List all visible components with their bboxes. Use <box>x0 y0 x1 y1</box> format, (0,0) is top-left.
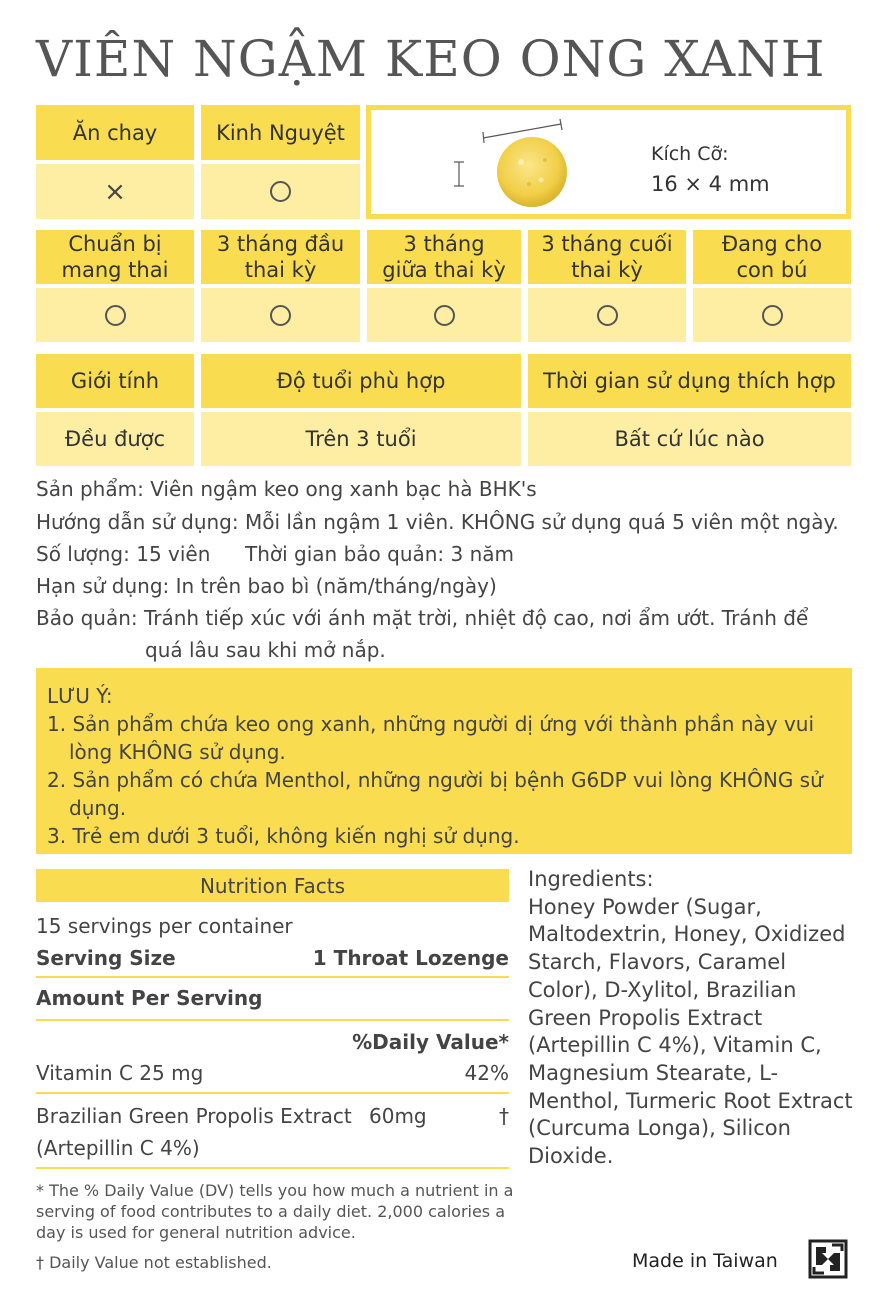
circle-mark <box>270 305 291 326</box>
circle-mark <box>762 305 783 326</box>
circle-mark <box>597 305 618 326</box>
nutrition-facts-header: Nutrition Facts <box>36 869 509 902</box>
propolis-dagger: † <box>499 1104 509 1128</box>
value-age: Trên 3 tuổi <box>201 412 521 466</box>
vitamin-c-value: 42% <box>464 1061 509 1085</box>
value-menstruation <box>201 164 360 219</box>
header-third-trimester: 3 tháng cuối thai kỳ <box>528 230 686 284</box>
lozenge-image <box>371 110 846 214</box>
header-vegetarian <box>36 105 194 160</box>
cross-mark: × <box>104 176 126 207</box>
header-label: Kinh Nguyệt <box>216 120 345 145</box>
header-second-trimester: 3 tháng giữa thai kỳ <box>367 230 521 284</box>
propolis-amount: 60mg <box>369 1104 427 1128</box>
divider <box>36 1019 509 1021</box>
note-item: 1. Sản phẩm chứa keo ong xanh, những người dị ứng với thành phần này vui lòng KHÔNG sử dụng. <box>47 712 815 764</box>
serving-size-label: Serving Size <box>36 946 176 970</box>
header-usage-time: Thời gian sử dụng thích hợp <box>528 354 851 408</box>
daily-value-footnote: * The % Daily Value (DV) tells you how much a nutrient in a serving of food contributes to a daily diet. 2,000 calories a day is used for general nutrition advice. <box>36 1181 514 1242</box>
recycle-icon <box>808 1239 848 1279</box>
amount-per-serving: Amount Per Serving <box>36 986 263 1010</box>
serving-size-value: 1 Throat Lozenge <box>312 946 509 970</box>
circle-mark <box>105 305 126 326</box>
value-second-trimester <box>367 288 521 342</box>
header-breastfeeding: Đang cho con bú <box>693 230 851 284</box>
value-third-trimester <box>528 288 686 342</box>
info-product: Sản phẩm: Viên ngậm keo ong xanh bạc hà BHK's <box>36 477 537 501</box>
ingredients <box>528 866 858 1171</box>
divider <box>36 976 509 978</box>
value-preparing-pregnancy <box>36 288 194 342</box>
header-menstruation <box>201 105 360 160</box>
note-heading: LƯU Ý: <box>47 684 113 708</box>
circle-mark <box>270 181 291 202</box>
ingredients-text: Honey Powder (Sugar, Maltodextrin, Honey, Oxidized Starch, Flavors, Caramel Color), D-Xylitol, Brazilian Green Propolis Extract (Artepillin C 4%), Vitamin C, Magnesium Stearate, L-Menthol, Turmeric Root Extract (Curcuma Longa), Silicon Dioxide. <box>528 894 853 1169</box>
info-usage: Hướng dẫn sử dụng: Mỗi lần ngậm 1 viên. KHÔNG sử dụng quá 5 viên một ngày. <box>36 510 839 534</box>
warning-note <box>36 668 852 854</box>
dagger-footnote: † Daily Value not established. <box>36 1253 272 1272</box>
circle-mark <box>434 305 455 326</box>
note-item: 2. Sản phẩm có chứa Menthol, những người bị bệnh G6DP vui lòng KHÔNG sử dụng. <box>47 768 823 820</box>
info-storage-time: Thời gian bảo quản: 3 năm <box>245 542 515 566</box>
divider <box>36 1092 509 1094</box>
info-preserve-cont: quá lâu sau khi mở nắp. <box>145 638 386 662</box>
value-gender: Đều được <box>36 412 194 466</box>
value-vegetarian <box>36 164 194 219</box>
header-label: Ăn chay <box>72 120 158 145</box>
made-in-label: Made in Taiwan <box>632 1250 778 1272</box>
note-item: 3. Trẻ em dưới 3 tuổi, không kiến nghị sử dụng. <box>47 824 520 848</box>
header-first-trimester: 3 tháng đầu thai kỳ <box>201 230 360 284</box>
value-first-trimester <box>201 288 360 342</box>
divider <box>36 1167 509 1169</box>
page-title: VIÊN NGẬM KEO ONG XANH <box>36 30 826 88</box>
ingredients-heading: Ingredients: <box>528 867 654 891</box>
vitamin-c-label: Vitamin C 25 mg <box>36 1061 204 1085</box>
size-label: Kích Cỡ: <box>651 143 729 165</box>
header-preparing-pregnancy: Chuẩn bị mang thai <box>36 230 194 284</box>
header-age: Độ tuổi phù hợp <box>201 354 521 408</box>
propolis-sub: (Artepillin C 4%) <box>36 1136 200 1160</box>
info-expiry: Hạn sử dụng: In trên bao bì (năm/tháng/ngày) <box>36 574 497 598</box>
info-preserve: Bảo quản: Tránh tiếp xúc với ánh mặt trời, nhiệt độ cao, nơi ẩm ướt. Tránh để <box>36 606 809 630</box>
size-box <box>366 105 851 219</box>
value-usage-time: Bất cứ lúc nào <box>528 412 851 466</box>
size-value: 16 × 4 mm <box>651 172 770 196</box>
info-quantity: Số lượng: 15 viên <box>36 542 211 566</box>
value-breastfeeding <box>693 288 851 342</box>
header-gender: Giới tính <box>36 354 194 408</box>
servings-per-container: 15 servings per container <box>36 914 293 938</box>
propolis-label: Brazilian Green Propolis Extract <box>36 1104 352 1128</box>
daily-value-label: %Daily Value* <box>352 1030 509 1054</box>
